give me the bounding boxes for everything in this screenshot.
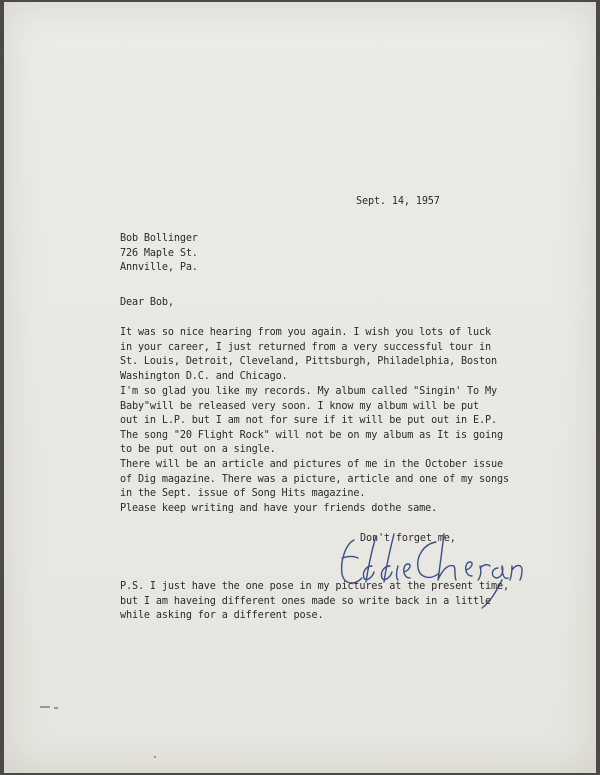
paragraph-line: There will be an article and pictures of me in the October issue <box>120 459 503 470</box>
paragraph-magazines <box>120 458 509 502</box>
address-line-name: Bob Bollinger <box>120 233 198 244</box>
paragraph-line: to be put out on a single. <box>120 444 276 455</box>
paper-blemish <box>54 707 58 709</box>
paragraph-records <box>120 385 503 458</box>
paragraph-line: Please keep writing and have your friends dothe same. <box>120 503 438 514</box>
paragraph-line: out in L.P. but I am not for sure if it will be put out in E.P. <box>120 415 497 426</box>
paragraph-line: I'm so glad you like my records. My album called "Singin' To My <box>120 386 497 397</box>
paragraph-keep-writing <box>120 502 437 517</box>
salutation: Dear Bob, <box>120 297 174 308</box>
postscript-line: while asking for a different pose. <box>120 610 324 621</box>
postscript-line: but I am haveing different ones made so write back in a little <box>120 595 491 607</box>
address-line-city: Annville, Pa. <box>120 262 198 273</box>
paragraph-line: The song "20 Flight Rock" will not be on my album as It is going <box>120 429 503 441</box>
paragraph-line: in your career, I just returned from a very successful tour in <box>120 341 491 353</box>
paragraph-tour <box>120 326 497 384</box>
paragraph-line: St. Louis, Detroit, Cleveland, Pittsburgh, Philadelphia, Boston <box>120 356 497 367</box>
address-line-street: 726 Maple St. <box>120 247 198 259</box>
paper-blemish <box>154 756 156 758</box>
paragraph-line: Washington D.C. and Chicago. <box>120 370 288 382</box>
postscript-line: P.S. I just have the one pose in my pictures at the present time, <box>120 581 509 592</box>
paragraph-line: in the Sept. issue of Song Hits magazine. <box>120 488 366 499</box>
paragraph-line: Baby"will be released very soon. I know my album will be put <box>120 400 480 412</box>
letter-page <box>4 2 596 773</box>
paragraph-line: of Dig magazine. There was a picture, article and one of my songs <box>120 473 509 485</box>
recipient-address <box>120 232 198 276</box>
closing: Don't forget me, <box>360 533 456 544</box>
letter-date: Sept. 14, 1957 <box>356 196 440 207</box>
paper-blemish <box>40 706 50 708</box>
postscript <box>120 580 509 624</box>
paragraph-line: It was so nice hearing from you again. I wish you lots of luck <box>120 327 491 338</box>
